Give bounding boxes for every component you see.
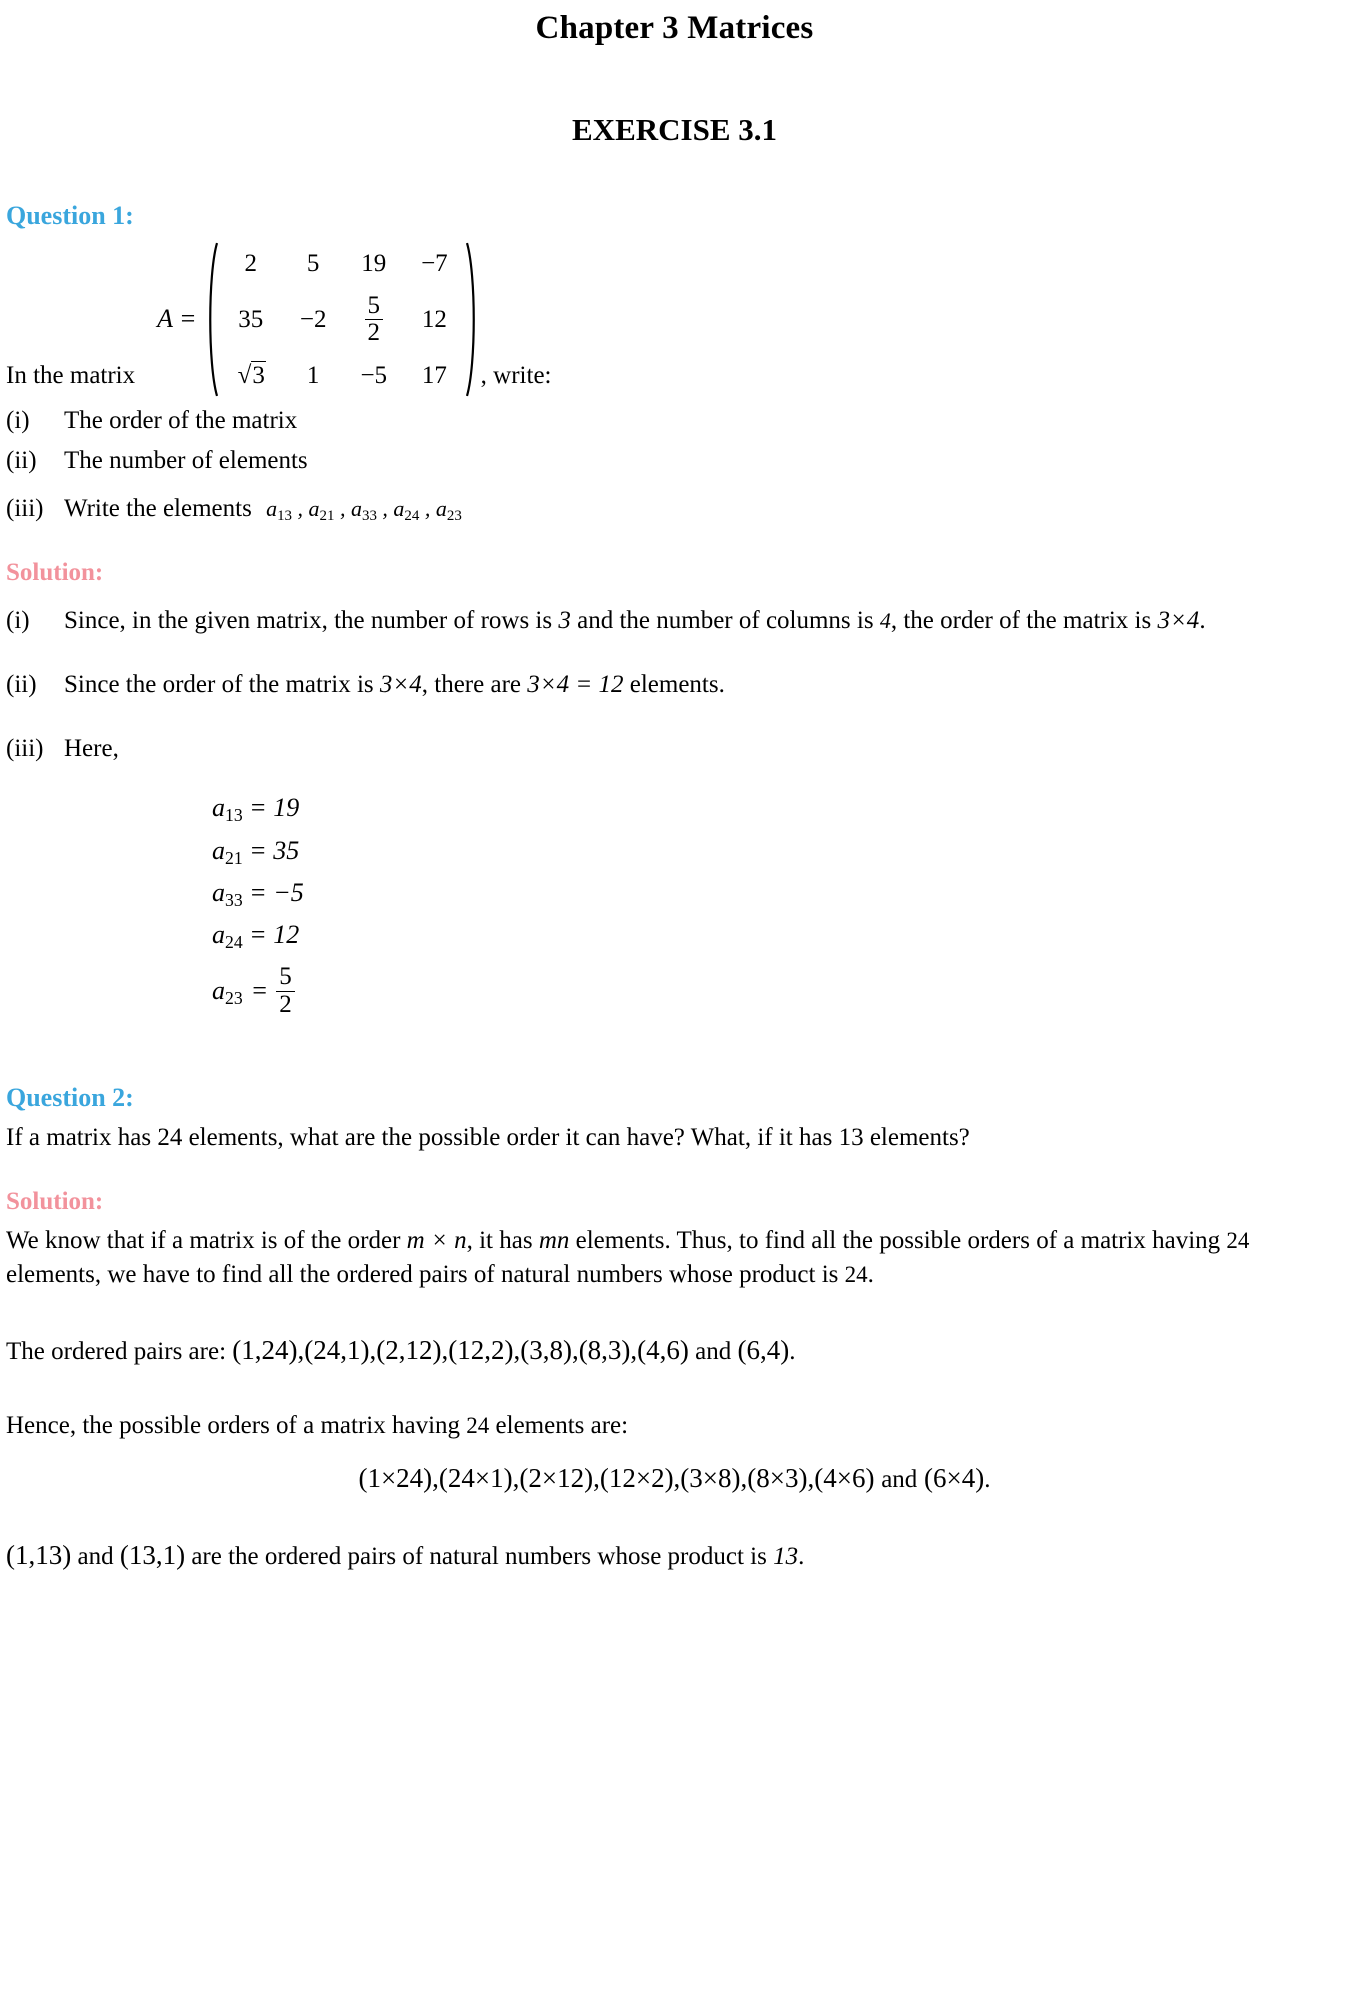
document-page: [0, 6, 1353, 1995]
matrix-tail-text: , write:: [480, 361, 552, 389]
page-title: Chapter 3 Matrices: [535, 10, 814, 46]
solution-1-item-ii: [6, 668, 1343, 702]
question-2-solution-label: Solution:: [6, 1187, 104, 1215]
element-count: 24: [844, 1262, 868, 1288]
matrix-cell: 19: [361, 250, 387, 278]
matrix-left-bracket-icon: [203, 241, 219, 398]
matrix-row: [219, 353, 465, 399]
item-marker: (iii): [6, 494, 44, 522]
question-1-item-ii: [6, 444, 1343, 478]
solution-text-part: , the order of the matrix is: [890, 607, 1152, 635]
rows-count: 3: [558, 607, 571, 635]
element-value: =: [250, 976, 269, 1006]
matrix-order: 3×4: [379, 670, 422, 698]
element-count: 24: [466, 1412, 490, 1438]
element-subscript: 21: [225, 847, 243, 868]
solution-text-part: and: [77, 1543, 114, 1571]
solution-1-item-i: [6, 604, 1343, 638]
item-text: The order of the matrix: [64, 407, 298, 435]
solution-2-paragraph-1: [6, 1224, 1343, 1292]
element-subscript: 24: [225, 931, 243, 952]
element-value-row: $a_{33} = -5$: [212, 877, 304, 910]
matrix-cell-fraction: $\frac{5}{2}$: [343, 287, 404, 353]
item-elements-list: $a_{13}$ , $a_{21}$ , $a_{33}$ , $a_{24}$ , $a_{23}$: [266, 495, 462, 525]
possible-orders-list: (1×24),(24×1),(2×12),(12×2),(3×8),(8×3),(4×6): [358, 1463, 875, 1494]
matrix-right-bracket-icon: [465, 241, 481, 398]
exercise-title: EXERCISE 3.1: [572, 111, 777, 147]
solution-text-part: .: [984, 1466, 991, 1494]
solution-text-part: Hence, the possible orders of a matrix having: [6, 1411, 461, 1439]
element-value: = 12: [249, 920, 300, 950]
element-value: = −5: [249, 877, 304, 907]
element-value-fraction: [276, 964, 295, 1018]
matrix-row: [219, 241, 465, 287]
matrix-cell: 17: [421, 361, 447, 389]
item-marker: (i): [6, 607, 30, 635]
solution-2-paragraph-4: [6, 1537, 1343, 1574]
matrix-name-label: A =: [157, 304, 197, 334]
item-marker: (ii): [6, 670, 37, 698]
solution-2-orders-line: [6, 1460, 1343, 1497]
fraction-numerator: 5: [279, 963, 292, 991]
solution-text-part: and the number of columns is: [577, 607, 874, 635]
matrix-cell: 1: [306, 361, 320, 389]
solution-text-part: , it has: [466, 1227, 533, 1255]
item-marker: (iii): [6, 734, 44, 762]
matrix-cell-sqrt: √3: [237, 361, 265, 389]
question-1-solution-label: Solution:: [6, 559, 104, 587]
item-marker: (i): [6, 407, 30, 435]
solution-text-part: elements are:: [495, 1411, 629, 1439]
solution-text-part: .: [1199, 607, 1206, 635]
solution-text-part: , there are: [421, 670, 521, 698]
element-value-row: $a_{23}$ = $\frac{5}{2}$: [212, 964, 1343, 1018]
solution-2-paragraph-3: [6, 1409, 1343, 1443]
mn-expression: mn: [538, 1227, 570, 1255]
solution-text-part: elements. Thus, to find all the possible orders of a matrix having: [575, 1227, 1221, 1255]
solution-2-paragraph-2: [6, 1332, 1343, 1369]
item-text: The number of elements: [64, 447, 308, 475]
element-value-row: $a_{13} = 19$: [212, 793, 300, 826]
solution-text-part: elements, we have to find all the ordered pairs of natural numbers whose product is: [6, 1261, 839, 1289]
solution-text-part: and: [695, 1337, 732, 1365]
item-text: Here,: [64, 734, 119, 762]
solution-text-part: .: [867, 1261, 874, 1289]
solution-1-item-iii: [6, 732, 1343, 766]
element-value-row: $a_{21} = 35$: [212, 835, 300, 868]
solution-text-part: and: [881, 1466, 918, 1494]
matrix-order: 3×4: [1157, 607, 1200, 635]
element-value-row: $a_{24} = 12$: [212, 920, 300, 952]
ordered-pair-last: (6,4): [737, 1334, 790, 1365]
element-count: 24: [1226, 1228, 1250, 1254]
solution-text-part: .: [789, 1337, 796, 1365]
matrix-cell: −2: [299, 306, 327, 334]
matrix-cell: 2: [244, 250, 257, 278]
order-expression: m × n: [406, 1227, 467, 1255]
solution-text-part: The ordered pairs are:: [6, 1337, 227, 1365]
solution-text-part: Since the order of the matrix is: [64, 670, 374, 698]
element-subscript: 13: [225, 805, 243, 826]
solution-text-part: .: [798, 1543, 805, 1571]
solution-text-part: are the ordered pairs of natural numbers whose product is: [191, 1543, 767, 1571]
item-text: Write the elements: [64, 494, 252, 522]
question-1-label: Question 1:: [6, 201, 134, 231]
element-count-expression: 3×4 = 12: [527, 670, 624, 698]
question-2-text: If a matrix has 24 elements, what are the possible order it can have? What, if it has 13 elements?: [6, 1123, 970, 1151]
matrix-cell: 12: [421, 306, 447, 334]
ordered-pairs-list: (1,24),(24,1),(2,12),(12,2),(3,8),(8,3),(4,6): [232, 1334, 689, 1365]
question-1-item-i: [6, 404, 1343, 438]
solution-text-part: elements.: [629, 670, 725, 698]
ordered-pair-second: (13,1): [119, 1540, 186, 1571]
matrix-cell: −7: [421, 250, 448, 278]
matrix-lead-text: In the matrix: [6, 361, 136, 389]
element-subscript: 33: [225, 889, 243, 910]
element-value: = 19: [249, 793, 300, 823]
matrix-grid: [219, 241, 465, 398]
solution-text-part: We know that if a matrix is of the order: [6, 1227, 401, 1255]
matrix-a: [157, 241, 481, 398]
matrix-cell: 5: [306, 250, 320, 278]
element-count: 13: [773, 1543, 799, 1571]
question-1-item-iii: [6, 492, 1343, 526]
question-1-matrix-line: [6, 241, 1343, 398]
possible-order-last: (6×4): [924, 1463, 985, 1494]
element-subscript: 23: [225, 987, 243, 1008]
matrix-cell: −5: [360, 361, 388, 389]
element-value: = 35: [249, 835, 300, 865]
matrix-row: [219, 287, 465, 353]
fraction-denominator: 2: [276, 991, 295, 1018]
solution-text-part: Since, in the given matrix, the number of rows is: [64, 607, 553, 635]
ordered-pair-first: (1,13): [6, 1540, 72, 1571]
item-marker: (ii): [6, 447, 37, 475]
cols-count: 4: [879, 608, 891, 634]
question-2-label: Question 2:: [6, 1082, 134, 1112]
matrix-cell: 35: [238, 306, 264, 334]
element-values-list: [212, 787, 1343, 1017]
